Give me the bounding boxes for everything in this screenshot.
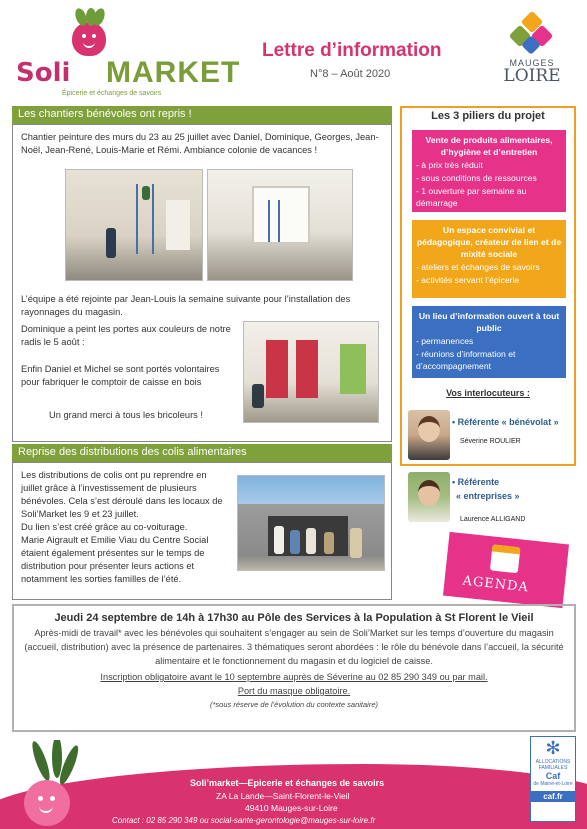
- caf-line4: caf.fr: [531, 791, 575, 802]
- pillar-information: [412, 306, 566, 378]
- pillar-2-item: - ateliers et échanges de savoirs: [416, 262, 540, 272]
- contact-2-role-a: • Référente: [452, 477, 500, 487]
- section-distribution: [12, 462, 392, 600]
- newsletter-title: Lettre d’information: [262, 40, 442, 61]
- solimarket-logo: [10, 8, 241, 100]
- section-distribution-heading: Reprise des distributions des colis alimentaires: [12, 444, 392, 462]
- event-title: Jeudi 24 septembre de 14h à 17h30 au Pôle des Services à la Population à St Florent le Vieil: [54, 612, 534, 624]
- footer: [0, 740, 587, 829]
- radish-mascot-footer-icon: [24, 780, 70, 826]
- pillar-food-sales: [412, 130, 566, 212]
- mauges-logo-icon: [510, 14, 554, 54]
- pillar-social-space: [412, 220, 566, 298]
- footer-contact: Contact : 02 85 290 349 ou social-sante-gerontologie@mauges-sur-loire.fr: [112, 816, 376, 825]
- caf-line1: ALLOCATIONS FAMILIALES: [535, 759, 571, 771]
- calendar-icon: [490, 544, 521, 573]
- pillar-3-item: - réunions d’information et d’accompagnement: [416, 349, 516, 371]
- pillar-2-item: - activités servant l’épicerie: [416, 275, 520, 285]
- pillar-3-item: - permanences: [416, 336, 474, 346]
- event-mask: Port du masque obligatoire.: [237, 686, 351, 696]
- pillar-1-item: - sous conditions de ressources: [416, 173, 537, 183]
- event-note: (*sous réserve de l’évolution du contexte sanitaire): [209, 700, 378, 709]
- distribution-text-1: Les distributions de colis ont pu reprendre en juillet grâce à l’investissement de plusieurs bénévoles. Cela s’est déroulé dans les locaux de Soli’Market les 9 et 23 juillet.: [21, 470, 223, 519]
- contact-1-name: Séverine ROULIER: [460, 438, 521, 445]
- volunteers-group-photo: [237, 475, 385, 571]
- contact-2-name: Laurence ALLIGAND: [460, 516, 526, 523]
- pillar-1-item: - à prix très réduit: [416, 160, 483, 170]
- caf-logo: [530, 736, 576, 822]
- agenda-label: AGENDA: [461, 573, 530, 596]
- event-box: [12, 604, 576, 732]
- event-signup: Inscription obligatoire avant le 10 septembre auprès de Séverine au 02 85 290 349 ou par mail.: [100, 672, 488, 682]
- volunteer-text-4: Enfin Daniel et Michel se sont portés volontaires pour fabriquer le comptoir de caisse en bois: [21, 364, 220, 387]
- volunteer-text-2: L’équipe a été rejointe par Jean-Louis la semaine suivante pour l’installation des rayonnages du magasin.: [21, 294, 351, 317]
- pillar-3-title: Un lieu d’information ouvert à tout public: [418, 311, 560, 333]
- snowflake-icon: ✻: [545, 738, 561, 758]
- contact-2-role-b: « entreprises »: [456, 491, 520, 501]
- distribution-text-3: Marie Aigrault et Emilie Viau du Centre Social étaient également présentes sur le temps de distribution pour présenter leurs actions et notamment les sorties familles de l’été.: [21, 535, 209, 584]
- footer-name: Soli’market—Epicerie et échanges de savoirs: [190, 778, 385, 788]
- pillar-1-title: Vente de produits alimentaires, d’hygiène et d’entretien: [425, 135, 553, 157]
- pillar-2-title: Un espace convivial et pédagogique, créateur de lien et de mixité sociale: [416, 225, 562, 259]
- logo-market: MARKET: [106, 56, 241, 89]
- agenda-banner: [443, 532, 569, 608]
- contact-1-role: • Référente « bénévolat »: [452, 417, 559, 427]
- logo-soli: Soli: [16, 58, 71, 88]
- section-volunteer-works-heading: Les chantiers bénévoles ont repris !: [12, 106, 392, 124]
- contacts-title: Vos interlocuteurs :: [446, 388, 530, 398]
- distribution-text-2: Du lien s’est créé grâce au co-voiturage.: [21, 522, 188, 532]
- leaf-icon: [29, 740, 53, 782]
- event-body: Après-midi de travail* avec les bénévoles qui souhaitent s’engager au sein de Soli’Market sur les temps d’ouverture du magasin (accueil, distribution) avec la présence de partenaires. 3 thématiques seront abordées : le rôle du bénévole dans l’accueil, la sécurité alimentaire et le fonctionnement du magasin et du logiciel de caisse.: [24, 628, 564, 666]
- issue-number: N°8 – Août 2020: [310, 68, 391, 80]
- logo-tagline: Épicerie et échanges de savoirs: [62, 90, 162, 97]
- pillars-title: Les 3 piliers du projet: [431, 110, 545, 122]
- caf-line2: Caf: [545, 771, 561, 781]
- mauges-sur-loire-logo: [492, 14, 572, 94]
- red-doors-photo: [243, 321, 379, 423]
- section-volunteer-works: [12, 124, 392, 442]
- volunteer-text-1: Chantier peinture des murs du 23 au 25 juillet avec Daniel, Dominique, Georges, Jean-Noël, Jean-René, Louis-Marie et Rémi. Ambiance colonie de vacances !: [21, 132, 379, 155]
- contact-photo-severine: [408, 410, 450, 460]
- contact-photo-laurence: [408, 472, 450, 522]
- caf-line3: de Maine-et-Loire: [533, 781, 573, 787]
- volunteer-thanks: Un grand merci à tous les bricoleurs !: [49, 410, 203, 420]
- footer-address: ZA La Lande—Saint-Florent-le-Vieil: [216, 791, 350, 801]
- volunteer-text-3: Dominique a peint les portes aux couleurs de notre radis le 5 août :: [21, 324, 231, 347]
- painting-photo-1: [65, 169, 203, 281]
- radish-mascot-icon: [72, 22, 106, 56]
- mauges-logo-line2: LOIRE: [503, 66, 561, 86]
- footer-city: 49410 Mauges-sur-Loire: [245, 803, 338, 813]
- painting-photo-2: [207, 169, 353, 281]
- mauges-logo-line1: MAUGES: [509, 58, 555, 68]
- pillar-1-item: - 1 ouverture par semaine au démarrage: [416, 186, 527, 208]
